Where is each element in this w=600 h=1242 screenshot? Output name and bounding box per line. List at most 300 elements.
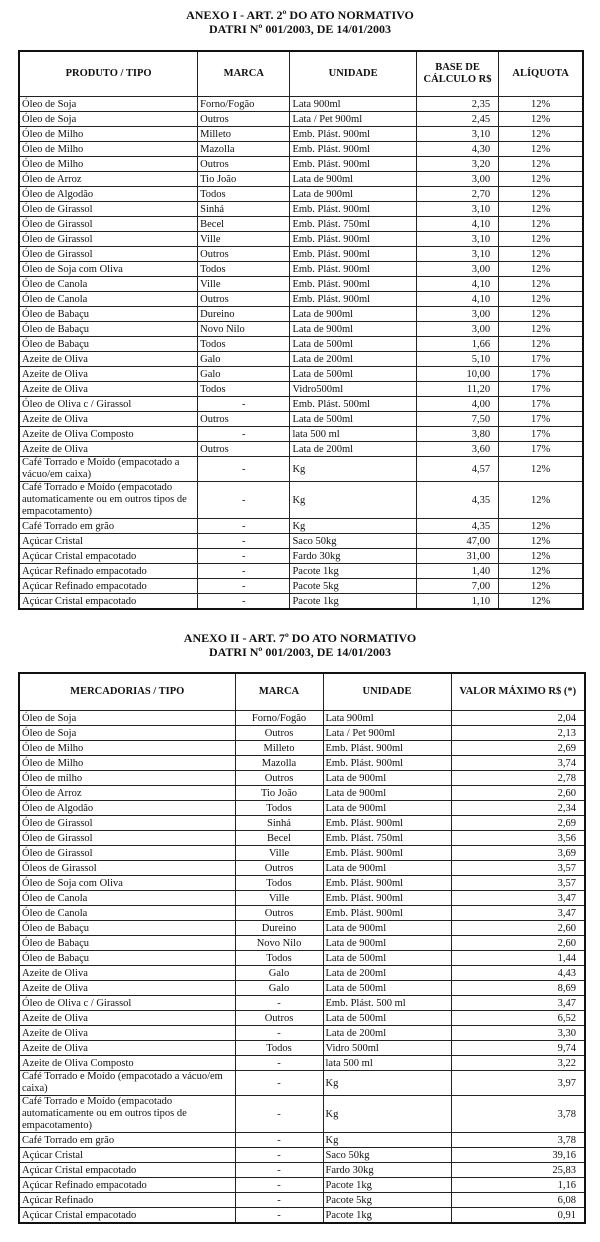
table-row xyxy=(19,846,585,861)
cell-base: 3,20 xyxy=(416,157,498,172)
table-row xyxy=(19,367,583,382)
cell-base: 4,35 xyxy=(416,519,498,534)
cell-unidade: Lata / Pet 900ml xyxy=(323,726,451,741)
table-row xyxy=(19,172,583,187)
cell-produto: Azeite de Oliva xyxy=(19,412,198,427)
cell-produto: Óleo de Oliva c / Girassol xyxy=(19,397,198,412)
cell-unidade: Pacote 1kg xyxy=(290,564,416,579)
cell-unidade: Lata de 900ml xyxy=(323,921,451,936)
cell-base: 3,80 xyxy=(416,427,498,442)
cell-unidade: Vidro500ml xyxy=(290,382,416,397)
cell-mercadoria: Óleo de Soja com Oliva xyxy=(19,876,235,891)
table-row xyxy=(19,1041,585,1056)
cell-produto: Óleo de Milho xyxy=(19,157,198,172)
cell-base: 7,00 xyxy=(416,579,498,594)
cell-produto: Açúcar Cristal empacotado xyxy=(19,594,198,610)
cell-unidade: Lata de 200ml xyxy=(290,442,416,457)
cell-unidade: Lata de 900ml xyxy=(323,786,451,801)
cell-produto: Azeite de Oliva xyxy=(19,367,198,382)
table-row xyxy=(19,1133,585,1148)
cell-aliquota: 17% xyxy=(499,412,583,427)
table-row xyxy=(19,1056,585,1071)
table-row xyxy=(19,921,585,936)
table-row xyxy=(19,1208,585,1224)
table-row xyxy=(19,397,583,412)
cell-produto: Óleo de Babaçu xyxy=(19,307,198,322)
cell-aliquota: 12% xyxy=(499,307,583,322)
table-row xyxy=(19,247,583,262)
cell-produto: Açúcar Refinado empacotado xyxy=(19,579,198,594)
cell-mercadoria: Azeite de Oliva xyxy=(19,981,235,996)
cell-valor: 3,57 xyxy=(451,876,585,891)
cell-unidade: Lata de 900ml xyxy=(290,307,416,322)
cell-marca: Todos xyxy=(235,1041,323,1056)
cell-marca: - xyxy=(198,594,290,610)
cell-valor: 4,43 xyxy=(451,966,585,981)
cell-unidade: lata 500 ml xyxy=(323,1056,451,1071)
cell-unidade: Emb. Plást. 900ml xyxy=(290,157,416,172)
cell-aliquota: 12% xyxy=(499,157,583,172)
cell-base: 2,45 xyxy=(416,112,498,127)
cell-unidade: Lata de 500ml xyxy=(323,1011,451,1026)
table-row xyxy=(19,981,585,996)
table-row xyxy=(19,861,585,876)
cell-marca: - xyxy=(235,1193,323,1208)
cell-produto: Açúcar Refinado empacotado xyxy=(19,564,198,579)
cell-unidade: Kg xyxy=(290,457,416,482)
cell-unidade: Emb. Plást. 900ml xyxy=(323,891,451,906)
cell-unidade: Lata / Pet 900ml xyxy=(290,112,416,127)
table-row xyxy=(19,519,583,534)
annex2-title-line1: ANEXO II - ART. 7º DO ATO NORMATIVO xyxy=(183,631,417,645)
table-row xyxy=(19,756,585,771)
cell-unidade: Emb. Plást. 900ml xyxy=(290,202,416,217)
cell-base: 1,40 xyxy=(416,564,498,579)
cell-valor: 2,13 xyxy=(451,726,585,741)
cell-marca: - xyxy=(235,1133,323,1148)
cell-unidade: Emb. Plást. 900ml xyxy=(290,292,416,307)
annex1-header-aliquota: ALÍQUOTA xyxy=(499,51,583,97)
cell-valor: 3,22 xyxy=(451,1056,585,1071)
cell-aliquota: 12% xyxy=(499,482,583,519)
cell-valor: 2,69 xyxy=(451,816,585,831)
cell-valor: 6,08 xyxy=(451,1193,585,1208)
table-row xyxy=(19,277,583,292)
annex2-header-row xyxy=(19,673,585,711)
cell-mercadoria: Óleo de Canola xyxy=(19,906,235,921)
cell-marca: Outros xyxy=(235,861,323,876)
cell-mercadoria: Óleo de Arroz xyxy=(19,786,235,801)
cell-base: 1,10 xyxy=(416,594,498,610)
cell-valor: 3,47 xyxy=(451,996,585,1011)
cell-marca: Outros xyxy=(198,247,290,262)
cell-marca: Outros xyxy=(198,292,290,307)
cell-valor: 1,44 xyxy=(451,951,585,966)
cell-mercadoria: Açúcar Cristal empacotado xyxy=(19,1163,235,1178)
cell-marca: Becel xyxy=(198,217,290,232)
cell-base: 4,10 xyxy=(416,292,498,307)
cell-marca: Outros xyxy=(198,157,290,172)
annex1-table-body xyxy=(19,97,583,610)
cell-base: 4,57 xyxy=(416,457,498,482)
table-row xyxy=(19,831,585,846)
cell-unidade: Lata de 500ml xyxy=(323,981,451,996)
cell-aliquota: 12% xyxy=(499,262,583,277)
cell-produto: Óleo de Milho xyxy=(19,142,198,157)
table-row xyxy=(19,891,585,906)
table-row xyxy=(19,936,585,951)
cell-base: 3,10 xyxy=(416,127,498,142)
cell-marca: - xyxy=(198,482,290,519)
table-row xyxy=(19,534,583,549)
cell-marca: Outros xyxy=(235,771,323,786)
cell-marca: Ville xyxy=(235,846,323,861)
cell-marca: - xyxy=(235,1056,323,1071)
cell-marca: - xyxy=(235,1178,323,1193)
cell-unidade: Lata de 900ml xyxy=(290,172,416,187)
cell-base: 10,00 xyxy=(416,367,498,382)
annex2-title-line2: DATRI Nº 001/2003, DE 14/01/2003 xyxy=(208,645,392,659)
cell-mercadoria: Café Torrado e Moído (empacotado a vácuo/em caixa) xyxy=(19,1071,235,1096)
cell-mercadoria: Óleo de Babaçu xyxy=(19,921,235,936)
cell-marca: - xyxy=(198,457,290,482)
cell-valor: 2,60 xyxy=(451,786,585,801)
table-row xyxy=(19,307,583,322)
cell-marca: Ville xyxy=(198,277,290,292)
annex1-header-row xyxy=(19,51,583,97)
cell-unidade: Emb. Plást. 900ml xyxy=(323,756,451,771)
cell-unidade: Lata de 500ml xyxy=(323,951,451,966)
cell-marca: Milleto xyxy=(198,127,290,142)
cell-base: 31,00 xyxy=(416,549,498,564)
table-row xyxy=(19,157,583,172)
cell-mercadoria: Açúcar Cristal xyxy=(19,1148,235,1163)
cell-unidade: Emb. Plást. 900ml xyxy=(323,816,451,831)
table-row xyxy=(19,1148,585,1163)
cell-marca: - xyxy=(235,996,323,1011)
cell-base: 4,10 xyxy=(416,217,498,232)
table-row xyxy=(19,217,583,232)
cell-unidade: Emb. Plást. 900ml xyxy=(323,906,451,921)
cell-aliquota: 17% xyxy=(499,397,583,412)
table-row xyxy=(19,412,583,427)
annex2-table-body xyxy=(19,711,585,1224)
cell-base: 4,00 xyxy=(416,397,498,412)
cell-aliquota: 12% xyxy=(499,322,583,337)
cell-marca: Outros xyxy=(198,442,290,457)
cell-marca: Outros xyxy=(235,906,323,921)
cell-mercadoria: Açúcar Cristal empacotado xyxy=(19,1208,235,1224)
cell-unidade: Pacote 1kg xyxy=(323,1208,451,1224)
cell-marca: Todos xyxy=(198,187,290,202)
cell-base: 3,00 xyxy=(416,172,498,187)
cell-unidade: Lata de 900ml xyxy=(323,936,451,951)
cell-aliquota: 12% xyxy=(499,142,583,157)
cell-base: 3,00 xyxy=(416,322,498,337)
table-row xyxy=(19,457,583,482)
cell-valor: 9,74 xyxy=(451,1041,585,1056)
cell-unidade: Emb. Plást. 900ml xyxy=(323,876,451,891)
cell-mercadoria: Azeite de Oliva xyxy=(19,1041,235,1056)
cell-marca: Outros xyxy=(235,726,323,741)
table-row xyxy=(19,427,583,442)
cell-unidade: Emb. Plást. 900ml xyxy=(323,846,451,861)
cell-aliquota: 12% xyxy=(499,564,583,579)
cell-produto: Óleo de Arroz xyxy=(19,172,198,187)
cell-aliquota: 17% xyxy=(499,427,583,442)
cell-unidade: Lata de 900ml xyxy=(290,187,416,202)
table-row xyxy=(19,187,583,202)
cell-aliquota: 12% xyxy=(499,292,583,307)
cell-produto: Azeite de Oliva xyxy=(19,382,198,397)
cell-produto: Café Torrado em grão xyxy=(19,519,198,534)
table-row xyxy=(19,127,583,142)
cell-marca: Galo xyxy=(235,981,323,996)
annex1-header-marca: MARCA xyxy=(198,51,290,97)
cell-marca: - xyxy=(235,1148,323,1163)
cell-mercadoria: Açúcar Refinado empacotado xyxy=(19,1178,235,1193)
cell-unidade: Fardo 30kg xyxy=(323,1163,451,1178)
cell-unidade: Kg xyxy=(323,1071,451,1096)
cell-mercadoria: Óleo de Canola xyxy=(19,891,235,906)
cell-marca: Dureino xyxy=(198,307,290,322)
annex2-header-mercadorias: MERCADORIAS / TIPO xyxy=(19,673,235,711)
cell-marca: Sinhá xyxy=(235,816,323,831)
cell-unidade: Lata de 900ml xyxy=(323,771,451,786)
cell-aliquota: 12% xyxy=(499,247,583,262)
cell-marca: Novo Nilo xyxy=(198,322,290,337)
cell-valor: 3,74 xyxy=(451,756,585,771)
table-row xyxy=(19,564,583,579)
cell-marca: Todos xyxy=(198,382,290,397)
cell-mercadoria: Óleo de Girassol xyxy=(19,831,235,846)
cell-unidade: Pacote 1kg xyxy=(290,594,416,610)
cell-produto: Açúcar Cristal empacotado xyxy=(19,549,198,564)
cell-aliquota: 12% xyxy=(499,457,583,482)
cell-mercadoria: Óleo de Milho xyxy=(19,756,235,771)
cell-unidade: Emb. Plást. 500 ml xyxy=(323,996,451,1011)
cell-valor: 3,47 xyxy=(451,891,585,906)
cell-aliquota: 17% xyxy=(499,352,583,367)
cell-mercadoria: Azeite de Oliva Composto xyxy=(19,1056,235,1071)
cell-base: 3,10 xyxy=(416,202,498,217)
cell-unidade: Lata de 200ml xyxy=(323,1026,451,1041)
cell-unidade: Lata de 900ml xyxy=(290,322,416,337)
table-row xyxy=(19,232,583,247)
table-row xyxy=(19,876,585,891)
cell-marca: - xyxy=(198,579,290,594)
cell-valor: 2,34 xyxy=(451,801,585,816)
cell-marca: Ville xyxy=(198,232,290,247)
cell-mercadoria: Café Torrado e Moído (empacotado automaticamente ou em outros tipos de empacotamento) xyxy=(19,1096,235,1133)
cell-marca: Galo xyxy=(198,352,290,367)
cell-marca: Becel xyxy=(235,831,323,846)
cell-unidade: Fardo 30kg xyxy=(290,549,416,564)
cell-produto: Óleo de Girassol xyxy=(19,217,198,232)
table-row xyxy=(19,579,583,594)
cell-base: 11,20 xyxy=(416,382,498,397)
cell-marca: - xyxy=(235,1071,323,1096)
annex1-table xyxy=(18,50,584,610)
cell-aliquota: 12% xyxy=(499,519,583,534)
cell-unidade: Kg xyxy=(323,1133,451,1148)
cell-base: 4,10 xyxy=(416,277,498,292)
cell-valor: 2,78 xyxy=(451,771,585,786)
cell-aliquota: 12% xyxy=(499,277,583,292)
cell-produto: Café Torrado e Moído (empacotado a vácuo/em caixa) xyxy=(19,457,198,482)
cell-unidade: lata 500 ml xyxy=(290,427,416,442)
cell-base: 4,35 xyxy=(416,482,498,519)
cell-aliquota: 12% xyxy=(499,187,583,202)
cell-aliquota: 17% xyxy=(499,382,583,397)
cell-unidade: Emb. Plást. 900ml xyxy=(290,277,416,292)
cell-produto: Óleo de Girassol xyxy=(19,247,198,262)
annex1-header-base: BASE DE CÁLCULO R$ xyxy=(416,51,498,97)
cell-marca: - xyxy=(198,534,290,549)
table-row xyxy=(19,1163,585,1178)
cell-marca: - xyxy=(198,519,290,534)
cell-unidade: Lata de 500ml xyxy=(290,337,416,352)
table-row xyxy=(19,594,583,610)
cell-unidade: Lata 900ml xyxy=(290,97,416,112)
cell-aliquota: 12% xyxy=(499,217,583,232)
cell-base: 5,10 xyxy=(416,352,498,367)
cell-produto: Azeite de Oliva xyxy=(19,352,198,367)
cell-aliquota: 12% xyxy=(499,127,583,142)
cell-marca: Novo Nilo xyxy=(235,936,323,951)
cell-valor: 39,16 xyxy=(451,1148,585,1163)
cell-aliquota: 12% xyxy=(499,97,583,112)
cell-marca: Todos xyxy=(198,262,290,277)
cell-produto: Óleo de Canola xyxy=(19,277,198,292)
cell-marca: Todos xyxy=(235,876,323,891)
cell-marca: - xyxy=(198,397,290,412)
cell-produto: Óleo de Girassol xyxy=(19,202,198,217)
table-row xyxy=(19,142,583,157)
cell-unidade: Lata de 500ml xyxy=(290,412,416,427)
cell-marca: Todos xyxy=(235,951,323,966)
cell-mercadoria: Óleo de Girassol xyxy=(19,816,235,831)
cell-aliquota: 12% xyxy=(499,549,583,564)
annex2-table xyxy=(18,672,586,1224)
annex1-header-produto: PRODUTO / TIPO xyxy=(19,51,198,97)
cell-mercadoria: Azeite de Oliva xyxy=(19,966,235,981)
cell-unidade: Lata de 200ml xyxy=(290,352,416,367)
table-row xyxy=(19,726,585,741)
cell-unidade: Kg xyxy=(323,1096,451,1133)
cell-unidade: Lata de 500ml xyxy=(290,367,416,382)
cell-base: 1,66 xyxy=(416,337,498,352)
cell-mercadoria: Óleo de Babaçu xyxy=(19,936,235,951)
cell-mercadoria: Café Torrado em grão xyxy=(19,1133,235,1148)
cell-aliquota: 12% xyxy=(499,594,583,610)
cell-valor: 2,60 xyxy=(451,921,585,936)
cell-base: 4,30 xyxy=(416,142,498,157)
cell-marca: Outros xyxy=(235,1011,323,1026)
cell-produto: Óleo de Girassol xyxy=(19,232,198,247)
table-row xyxy=(19,482,583,519)
cell-unidade: Lata de 900ml xyxy=(323,801,451,816)
annex2-header-unidade: UNIDADE xyxy=(323,673,451,711)
cell-unidade: Lata de 900ml xyxy=(323,861,451,876)
annex1-title-line1: ANEXO I - ART. 2º DO ATO NORMATIVO xyxy=(186,8,414,22)
cell-valor: 25,83 xyxy=(451,1163,585,1178)
cell-unidade: Pacote 1kg xyxy=(323,1178,451,1193)
table-row xyxy=(19,1193,585,1208)
cell-aliquota: 12% xyxy=(499,232,583,247)
cell-marca: Tio João xyxy=(235,786,323,801)
cell-aliquota: 12% xyxy=(499,337,583,352)
cell-produto: Café Torrado e Moído (empacotado automaticamente ou em outros tipos de empacotamento) xyxy=(19,482,198,519)
cell-base: 7,50 xyxy=(416,412,498,427)
cell-valor: 8,69 xyxy=(451,981,585,996)
cell-base: 3,10 xyxy=(416,232,498,247)
cell-unidade: Pacote 5kg xyxy=(290,579,416,594)
cell-mercadoria: Azeite de Oliva xyxy=(19,1026,235,1041)
cell-produto: Óleo de Soja com Oliva xyxy=(19,262,198,277)
cell-marca: Todos xyxy=(235,801,323,816)
table-row xyxy=(19,549,583,564)
cell-base: 3,60 xyxy=(416,442,498,457)
cell-produto: Óleo de Babaçu xyxy=(19,337,198,352)
table-row xyxy=(19,202,583,217)
cell-unidade: Emb. Plást. 500ml xyxy=(290,397,416,412)
cell-mercadoria: Óleo de Milho xyxy=(19,741,235,756)
cell-marca: Forno/Fogão xyxy=(235,711,323,726)
cell-mercadoria: Óleos de Girassol xyxy=(19,861,235,876)
cell-produto: Azeite de Oliva Composto xyxy=(19,427,198,442)
cell-valor: 3,97 xyxy=(451,1071,585,1096)
cell-marca: Galo xyxy=(198,367,290,382)
cell-produto: Óleo de Soja xyxy=(19,112,198,127)
cell-base: 3,00 xyxy=(416,262,498,277)
table-row xyxy=(19,771,585,786)
cell-mercadoria: Óleo de Babaçu xyxy=(19,951,235,966)
cell-produto: Azeite de Oliva xyxy=(19,442,198,457)
cell-unidade: Vidro 500ml xyxy=(323,1041,451,1056)
cell-unidade: Saco 50kg xyxy=(290,534,416,549)
cell-valor: 3,78 xyxy=(451,1096,585,1133)
cell-marca: - xyxy=(235,1163,323,1178)
cell-marca: Sinhá xyxy=(198,202,290,217)
cell-aliquota: 17% xyxy=(499,442,583,457)
cell-unidade: Pacote 5kg xyxy=(323,1193,451,1208)
cell-mercadoria: Óleo de milho xyxy=(19,771,235,786)
cell-valor: 2,04 xyxy=(451,711,585,726)
table-row xyxy=(19,97,583,112)
table-row xyxy=(19,292,583,307)
cell-marca: - xyxy=(198,427,290,442)
cell-valor: 3,57 xyxy=(451,861,585,876)
cell-unidade: Emb. Plást. 900ml xyxy=(290,247,416,262)
cell-marca: Mazolla xyxy=(198,142,290,157)
cell-produto: Óleo de Algodão xyxy=(19,187,198,202)
cell-mercadoria: Azeite de Oliva xyxy=(19,1011,235,1026)
table-row xyxy=(19,741,585,756)
cell-aliquota: 12% xyxy=(499,112,583,127)
cell-mercadoria: Óleo de Girassol xyxy=(19,846,235,861)
table-row xyxy=(19,442,583,457)
table-row xyxy=(19,1178,585,1193)
cell-unidade: Emb. Plást. 900ml xyxy=(290,262,416,277)
cell-unidade: Emb. Plást. 750ml xyxy=(290,217,416,232)
cell-marca: Todos xyxy=(198,337,290,352)
cell-marca: Milleto xyxy=(235,741,323,756)
cell-produto: Açúcar Cristal xyxy=(19,534,198,549)
table-row xyxy=(19,262,583,277)
cell-base: 3,10 xyxy=(416,247,498,262)
cell-marca: Outros xyxy=(198,112,290,127)
